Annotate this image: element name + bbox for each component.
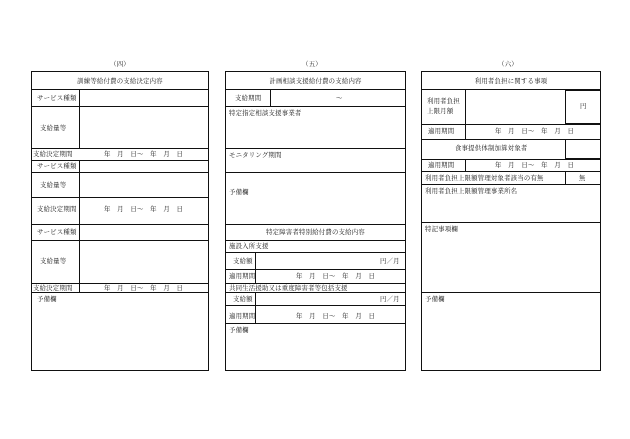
divider xyxy=(421,184,601,185)
divider xyxy=(79,224,80,292)
memo-label-6: 予備欄 xyxy=(425,295,445,303)
panel-6-header: 利用者負担に関する事項 xyxy=(474,77,548,85)
group-home-amount-unit: 円／月 xyxy=(380,295,400,303)
divider xyxy=(465,124,466,139)
divider xyxy=(225,224,406,225)
divider xyxy=(225,172,406,173)
pay-period-label: 支給期間 xyxy=(235,94,262,102)
column-label-6: （六） xyxy=(498,60,518,68)
mgmt-office-label: 利用者負担上限額管理事業所名 xyxy=(425,187,518,195)
burden-period-value: 年 月 日～ 年 月 日 xyxy=(495,127,575,135)
group-home-period-label: 適用期間 xyxy=(229,312,256,320)
panel-4-header: 訓練等給付費の支給決定内容 xyxy=(77,77,163,85)
column-label-5: （五） xyxy=(302,60,322,68)
mgmt-eligible-value: 無 xyxy=(579,174,586,182)
special-benefit-header: 特定障害者特別給付費の支給内容 xyxy=(266,228,365,236)
divider xyxy=(79,160,80,224)
meal-period-value: 年 月 日～ 年 月 日 xyxy=(495,161,575,169)
panel-5-header: 計画相談支援給付費の支給内容 xyxy=(269,77,362,85)
divider xyxy=(421,222,601,223)
monitoring-label: モニタリング期間 xyxy=(229,151,282,159)
period-value-3: 年 月 日～ 年 月 日 xyxy=(104,284,184,292)
amount-label-1: 支給量等 xyxy=(40,124,67,132)
limit-label-line2: 上限月額 xyxy=(427,107,454,115)
period-value-2: 年 月 日～ 年 月 日 xyxy=(104,205,184,213)
divider xyxy=(565,171,566,184)
group-home-period-value: 年 月 日～ 年 月 日 xyxy=(296,312,376,320)
period-label-1: 支給決定期間 xyxy=(33,150,73,158)
memo-label-5b: 予備欄 xyxy=(229,326,249,334)
divider xyxy=(31,106,209,107)
divider xyxy=(225,323,406,324)
divider xyxy=(225,148,406,149)
group-home-amount-label: 支給額 xyxy=(233,295,253,303)
facility-amount-unit: 円／月 xyxy=(380,257,400,265)
burden-period-label: 適用期間 xyxy=(428,127,455,135)
amount-label-2: 支給量等 xyxy=(40,181,67,189)
pay-period-tilde: ～ xyxy=(336,94,343,102)
memo-label-4: 予備欄 xyxy=(37,295,57,303)
divider xyxy=(225,89,406,90)
facility-period-value: 年 月 日～ 年 月 日 xyxy=(296,272,376,280)
divider xyxy=(225,292,406,293)
divider xyxy=(421,159,601,160)
facility-amount-label: 支給額 xyxy=(233,257,253,265)
divider xyxy=(31,224,209,225)
divider xyxy=(31,292,209,293)
group-home-label: 共同生活援助又は重度障害者等包括支援 xyxy=(229,284,348,292)
provider-label: 特定指定相談支援事業者 xyxy=(229,109,302,117)
divider xyxy=(31,172,209,173)
memo-label-5: 予備欄 xyxy=(229,188,249,196)
panel-4-training-benefit xyxy=(31,71,209,371)
period-label-3: 支給決定期間 xyxy=(33,284,73,292)
special-notes-label: 特記事項欄 xyxy=(425,225,458,233)
service-type-label-3: サービス種類 xyxy=(37,228,77,236)
divider xyxy=(225,269,406,270)
meal-label: 食事提供体制加算対象者 xyxy=(455,144,528,152)
divider xyxy=(31,197,209,198)
facility-period-label: 適用期間 xyxy=(229,272,256,280)
meal-box xyxy=(565,139,601,159)
service-type-label-1: サービス種類 xyxy=(37,94,77,102)
divider xyxy=(465,89,466,124)
divider xyxy=(421,124,601,125)
divider xyxy=(225,106,406,107)
divider xyxy=(225,252,406,253)
divider xyxy=(79,89,80,148)
divider xyxy=(270,89,271,106)
divider xyxy=(225,305,406,306)
divider xyxy=(31,148,209,149)
divider xyxy=(465,159,466,171)
column-label-4: （四） xyxy=(110,60,130,68)
limit-label-line1: 利用者負担 xyxy=(427,97,460,105)
period-value-1: 年 月 日～ 年 月 日 xyxy=(104,150,184,158)
mgmt-eligible-label: 利用者負担上限額管理対象者該当の有無 xyxy=(425,174,544,182)
divider xyxy=(421,171,601,172)
divider xyxy=(225,240,406,241)
divider xyxy=(31,89,209,90)
facility-label: 施設入所支援 xyxy=(229,242,269,250)
divider xyxy=(31,240,209,241)
divider xyxy=(421,292,601,293)
service-type-label-2: サービス種類 xyxy=(37,162,77,170)
amount-label-3: 支給量等 xyxy=(40,257,67,265)
divider xyxy=(31,160,209,161)
meal-period-label: 適用期間 xyxy=(428,161,455,169)
period-label-2: 支給決定期間 xyxy=(37,205,77,213)
limit-yen-unit: 円 xyxy=(580,102,587,110)
